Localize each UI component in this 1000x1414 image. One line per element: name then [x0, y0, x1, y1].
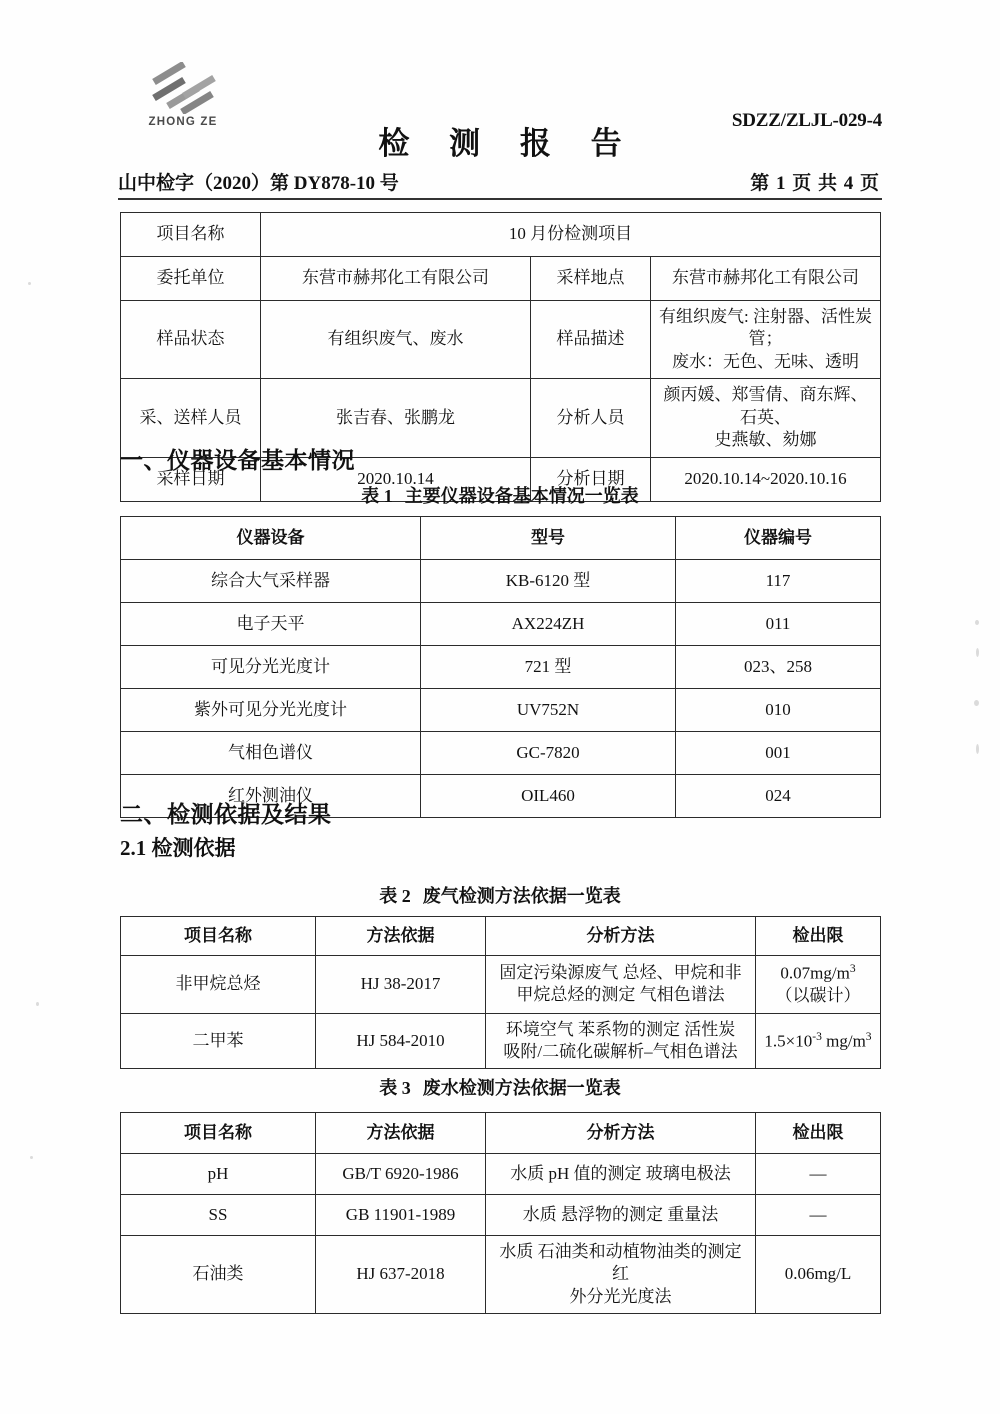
item-name: SS: [121, 1195, 316, 1236]
instrument-name: 综合大气采样器: [121, 560, 421, 603]
table-row: [121, 956, 881, 1014]
limit-line-2: （以碳计）: [775, 986, 861, 1006]
waste-water-method-table: [120, 1112, 881, 1314]
method-line-1: 水质 石油类和动植物油类的测定 红: [499, 1242, 742, 1284]
col-detection-limit: 检出限: [756, 917, 881, 956]
instrument-model: AX224ZH: [421, 603, 676, 646]
analysis-method: 水质 pH 值的测定 玻璃电极法: [486, 1154, 756, 1195]
table-row: [121, 560, 881, 603]
method-standard: GB 11901-1989: [316, 1195, 486, 1236]
page-counter: 第 1 页 共 4 页: [750, 173, 880, 194]
detection-limit: [756, 1013, 881, 1069]
table-row: [121, 732, 881, 775]
instrument-name: 可见分光光度计: [121, 646, 421, 689]
info-value-analysis-date: 2020.10.14~2020.10.16: [651, 457, 881, 501]
table-row: [121, 257, 881, 301]
limit-line-1: $0.07mg/m^3$: [780, 962, 856, 983]
table-3-caption: [0, 1074, 1000, 1100]
method-line-1: 环境空气 苯系物的测定 活性炭: [505, 1019, 736, 1039]
col-detection-limit: 检出限: [756, 1113, 881, 1154]
scan-speck: [36, 1002, 39, 1006]
page-title: 检 测 报 告: [378, 126, 638, 161]
method-line-2: 吸附/二硫化碳解析–气相色谱法: [503, 1041, 738, 1061]
analysis-method: [486, 1236, 756, 1314]
item-name: 非甲烷总烃: [121, 956, 316, 1014]
analysis-method: [486, 956, 756, 1014]
table-row: [121, 301, 881, 379]
table-header-row: [121, 1113, 881, 1154]
info-label-sample-state: 样品状态: [121, 301, 261, 379]
table-3-title: 废水检测方法依据一览表: [422, 1078, 621, 1098]
table-row: [121, 1154, 881, 1195]
info-label-sample-desc: 样品描述: [531, 301, 651, 379]
table-2-title: 废气检测方法依据一览表: [422, 886, 621, 906]
instrument-model: UV752N: [421, 689, 676, 732]
col-method-standard: 方法依据: [316, 917, 486, 956]
col-analysis-method: 分析方法: [486, 917, 756, 956]
diagonal-stripes-logo-icon: [138, 62, 228, 114]
table-3-number: 表 3: [379, 1078, 411, 1098]
instrument-number: 023、258: [676, 646, 881, 689]
info-label-samplers: 采、送样人员: [121, 379, 261, 457]
analysis-method: 水质 悬浮物的测定 重量法: [486, 1195, 756, 1236]
instrument-number: 001: [676, 732, 881, 775]
scan-speck: [974, 700, 979, 706]
scan-speck: [975, 620, 979, 625]
item-name: pH: [121, 1154, 316, 1195]
info-value-project: 10 月份检测项目: [261, 213, 881, 257]
info-label-sample-site: 采样地点: [531, 257, 651, 301]
method-line-2: 甲烷总烃的测定 气相色谱法: [516, 985, 725, 1005]
info-label-project: 项目名称: [121, 213, 261, 257]
table-row: [121, 603, 881, 646]
analysts-line-2: 史燕敏、劾娜: [714, 430, 817, 450]
instrument-model: 721 型: [421, 646, 676, 689]
method-line-1: 固定污染源废气 总烃、甲烷和非: [499, 962, 742, 982]
col-model: 型号: [421, 517, 676, 560]
info-label-analysis-date: 分析日期: [531, 457, 651, 501]
info-label-sampling-date: 采样日期: [121, 457, 261, 501]
instrument-table: [120, 516, 881, 818]
method-standard: HJ 38-2017: [316, 956, 486, 1014]
col-method-standard: 方法依据: [316, 1113, 486, 1154]
instrument-name: 电子天平: [121, 603, 421, 646]
instrument-model: KB-6120 型: [421, 560, 676, 603]
instrument-name: 红外测油仪: [121, 775, 421, 818]
document-header: [118, 62, 882, 182]
item-name: 石油类: [121, 1236, 316, 1314]
method-standard: HJ 637-2018: [316, 1236, 486, 1314]
info-value-analysts: [651, 379, 881, 457]
info-value-sample-state: 有组织废气、废水: [261, 301, 531, 379]
table-1-caption: [0, 482, 1000, 508]
detection-limit: —: [756, 1195, 881, 1236]
scan-speck: [976, 648, 979, 657]
info-label-client: 委托单位: [121, 257, 261, 301]
section-heading-basis-results: 二、检测依据及结果: [120, 802, 332, 827]
table-1-number: 表 1: [361, 486, 393, 506]
report-subheader: [118, 168, 882, 200]
report-number: 山中检字（2020）第 DY878-10 号: [118, 173, 399, 194]
table-row: [121, 646, 881, 689]
table-row: [121, 213, 881, 257]
instrument-model: OIL460: [421, 775, 676, 818]
table-header-row: [121, 917, 881, 956]
limit-line-1: $1.5\times 10^{-3}$ $mg/m^3$: [764, 1029, 872, 1051]
instrument-name: 紫外可见分光光度计: [121, 689, 421, 732]
table-header-row: [121, 517, 881, 560]
waste-gas-method-table: [120, 916, 881, 1069]
subsection-heading-basis: 2.1 检测依据: [120, 836, 236, 860]
info-value-sample-site: 东营市赫邦化工有限公司: [651, 257, 881, 301]
section-heading-instruments: 一、仪器设备基本情况: [120, 448, 355, 473]
info-value-sampling-date: 2020.10.14: [261, 457, 531, 501]
table-1-title: 主要仪器设备基本情况一览表: [404, 486, 639, 506]
table-row: [121, 1013, 881, 1069]
detection-limit: [756, 956, 881, 1014]
sample-desc-line-1: 有组织废气: 注射器、活性炭管；: [659, 307, 872, 349]
instrument-number: 011: [676, 603, 881, 646]
item-name: 二甲苯: [121, 1013, 316, 1069]
analysts-line-1: 颜丙媛、郑雪倩、商东辉、石英、: [663, 385, 868, 427]
scan-speck: [976, 744, 979, 754]
table-row: [121, 1236, 881, 1314]
col-instrument: 仪器设备: [121, 517, 421, 560]
instrument-number: 010: [676, 689, 881, 732]
table-2-number: 表 2: [379, 886, 411, 906]
col-item-name: 项目名称: [121, 1113, 316, 1154]
table-2-caption: [0, 882, 1000, 908]
logo-wordmark: ZHONG ZE: [148, 116, 218, 128]
detection-limit: 0.06mg/L: [756, 1236, 881, 1314]
method-line-2: 外分光光度法: [569, 1286, 672, 1306]
instrument-model: GC-7820: [421, 732, 676, 775]
scan-speck: [28, 282, 31, 285]
method-standard: HJ 584-2010: [316, 1013, 486, 1069]
method-standard: GB/T 6920-1986: [316, 1154, 486, 1195]
info-value-sample-desc: [651, 301, 881, 379]
col-analysis-method: 分析方法: [486, 1113, 756, 1154]
instrument-number: 117: [676, 560, 881, 603]
col-instrument-no: 仪器编号: [676, 517, 881, 560]
document-code: SDZZ/ZLJL-029-4: [731, 110, 882, 131]
detection-limit: —: [756, 1154, 881, 1195]
info-value-samplers: 张吉春、张鹏龙: [261, 379, 531, 457]
table-row: [121, 689, 881, 732]
instrument-name: 气相色谱仪: [121, 732, 421, 775]
instrument-number: 024: [676, 775, 881, 818]
scan-speck: [30, 1156, 33, 1159]
col-item-name: 项目名称: [121, 917, 316, 956]
info-label-analysts: 分析人员: [531, 379, 651, 457]
table-row: [121, 1195, 881, 1236]
info-value-client: 东营市赫邦化工有限公司: [261, 257, 531, 301]
analysis-method: [486, 1013, 756, 1069]
sample-desc-line-2: 废水：无色、无味、透明: [672, 351, 860, 371]
